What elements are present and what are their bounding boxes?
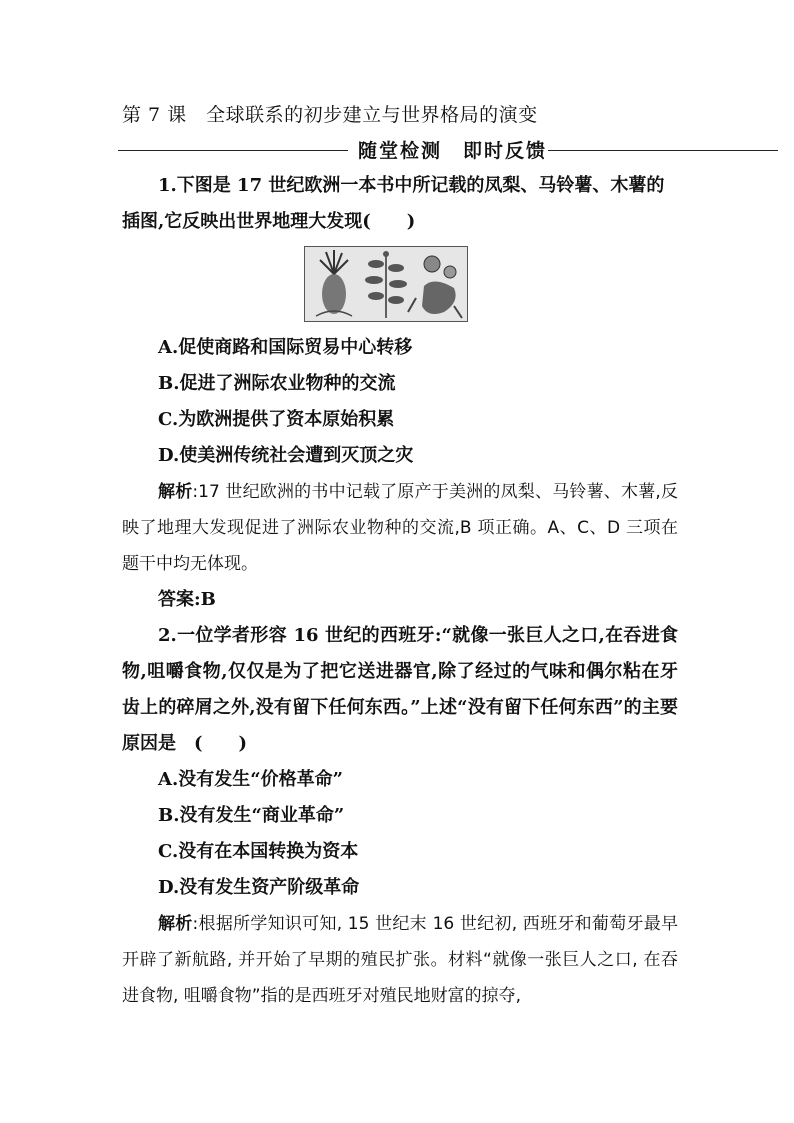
q2-analysis-text: :根据所学知识可知, 15 世纪末 16 世纪初, 西班牙和葡萄牙最早开辟了新航路, 并开始了早期的殖民扩张。材料“就像一张巨人之口, 在吞进食物, 咀嚼食物”指的是西班牙对殖民地财富的掠夺, [122,914,678,1006]
plant-illustration [304,246,468,322]
q2-stem: 2.一位学者形容 16 世纪的西班牙:“就像一张巨人之口,在吞进食物,咀嚼食物,仅仅是为了把它送进器官,除了经过的气味和偶尔粘在牙齿上的碎屑之外,没有留下任何东西。”上述“没有留下任何东西”的主要原因是 ( ) [122,625,678,754]
q1-answer: 答案:B [158,589,216,610]
content-body [122,168,678,1014]
q1-option-d: D.使美洲传统社会遭到灭顶之灾 [158,445,414,466]
q2-option-b: B.没有发生“商业革命” [158,805,345,826]
q2-option-c: C.没有在本国转换为资本 [158,841,359,862]
q2-analysis-label: 解析 [158,914,193,934]
q2-option-d: D.没有发生资产阶级革命 [158,877,360,898]
section-rule-right [548,150,778,151]
q1-analysis [122,474,678,582]
plant-illustration-svg [304,246,468,322]
q1-option-c: C.为欧洲提供了资本原始积累 [158,409,395,430]
q2-analysis [122,906,678,1014]
q1-stem-line2: 插图,它反映出世界地理大发现( ) [122,211,416,232]
section-rule-left [118,150,348,151]
q1-analysis-text: :17 世纪欧洲的书中记载了原产于美洲的凤梨、马铃薯、木薯,反映了地理大发现促进了洲际农业物种的交流,B 项正确。A、C、D 三项在题干中均无体现。 [122,482,678,574]
q1-stem-line1: 1.下图是 17 世纪欧洲一本书中所记载的凤梨、马铃薯、木薯的 [158,175,665,196]
section-label: 随堂检测 即时反馈 [358,140,548,162]
section-header [118,136,778,164]
q1-option-b: B.促进了洲际农业物种的交流 [158,373,396,394]
lesson-title: 第 7 课 全球联系的初步建立与世界格局的演变 [122,104,538,126]
q2-option-a: A.没有发生“价格革命” [158,769,343,790]
q1-analysis-label: 解析 [158,482,193,502]
q1-option-a: A.促使商路和国际贸易中心转移 [158,337,413,358]
